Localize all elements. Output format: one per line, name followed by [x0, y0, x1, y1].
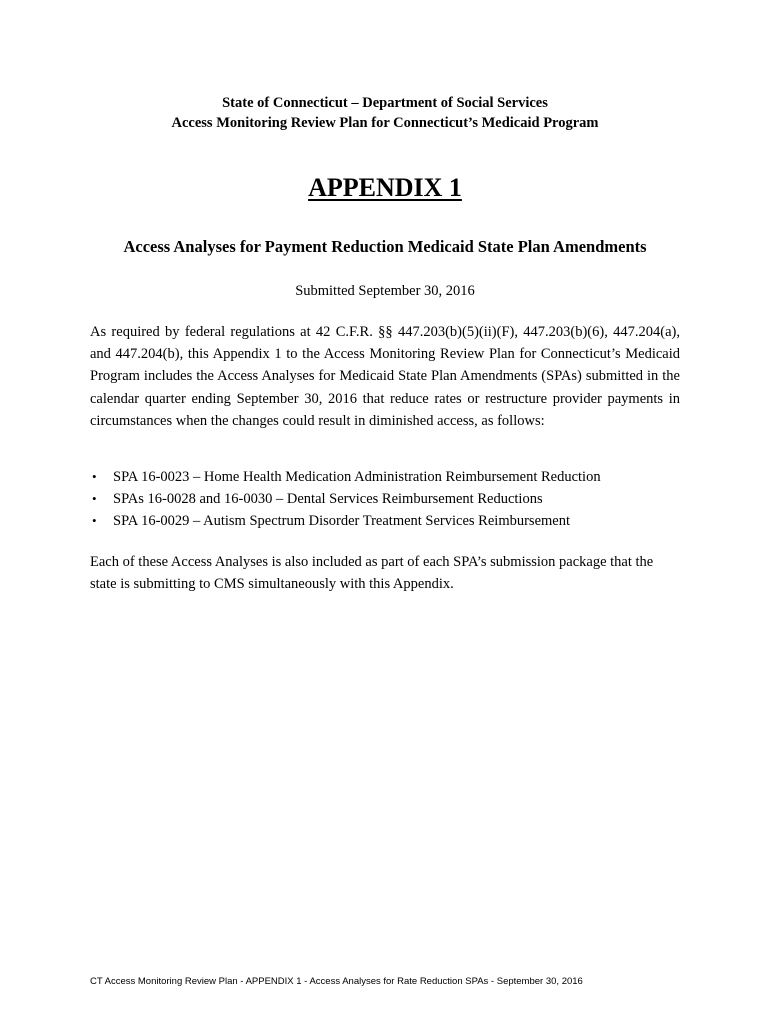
- document-header: [0, 93, 770, 133]
- bullet-icon: •: [92, 513, 97, 528]
- list-item-text: SPA 16-0023 – Home Health Medication Administration Reimbursement Reduction: [113, 469, 601, 485]
- list-item: [90, 488, 690, 510]
- header-plan-title: Access Monitoring Review Plan for Connecticut’s Medicaid Program: [171, 115, 599, 131]
- submission-date: Submitted September 30, 2016: [295, 283, 475, 299]
- list-item: [90, 466, 690, 488]
- bullet-icon: •: [92, 491, 97, 506]
- list-item-text: SPAs 16-0028 and 16-0030 – Dental Services Reimbursement Reductions: [113, 491, 543, 507]
- bullet-icon: •: [92, 469, 97, 484]
- header-department: State of Connecticut – Department of Social Services: [222, 95, 548, 111]
- appendix-subtitle: Access Analyses for Payment Reduction Medicaid State Plan Amendments: [123, 237, 647, 256]
- page-footer: CT Access Monitoring Review Plan - APPENDIX 1 - Access Analyses for Rate Reduction SPAs - September 30, 2016: [90, 976, 583, 987]
- list-item: [90, 510, 690, 532]
- intro-paragraph: As required by federal regulations at 42 C.F.R. §§ 447.203(b)(5)(ii)(F), 447.203(b)(6), 447.204(a), and 447.204(b), this Appendix 1 to the Access Monitoring Review Plan for Connecticut’s Medicaid Program includes the Access Analyses for Medicaid State Plan Amendments (SPAs) submitted in the calendar quarter ending September 30, 2016 that reduce rates or restructure provider payments in circumstances when the changes could result in diminished access, as follows:: [90, 324, 680, 429]
- closing-paragraph: Each of these Access Analyses is also included as part of each SPA’s submission package that the state is submitting to CMS simultaneously with this Appendix.: [90, 554, 654, 593]
- spa-list: [90, 466, 690, 532]
- appendix-title: APPENDIX 1: [308, 173, 462, 202]
- list-item-text: SPA 16-0029 – Autism Spectrum Disorder Treatment Services Reimbursement: [113, 513, 570, 529]
